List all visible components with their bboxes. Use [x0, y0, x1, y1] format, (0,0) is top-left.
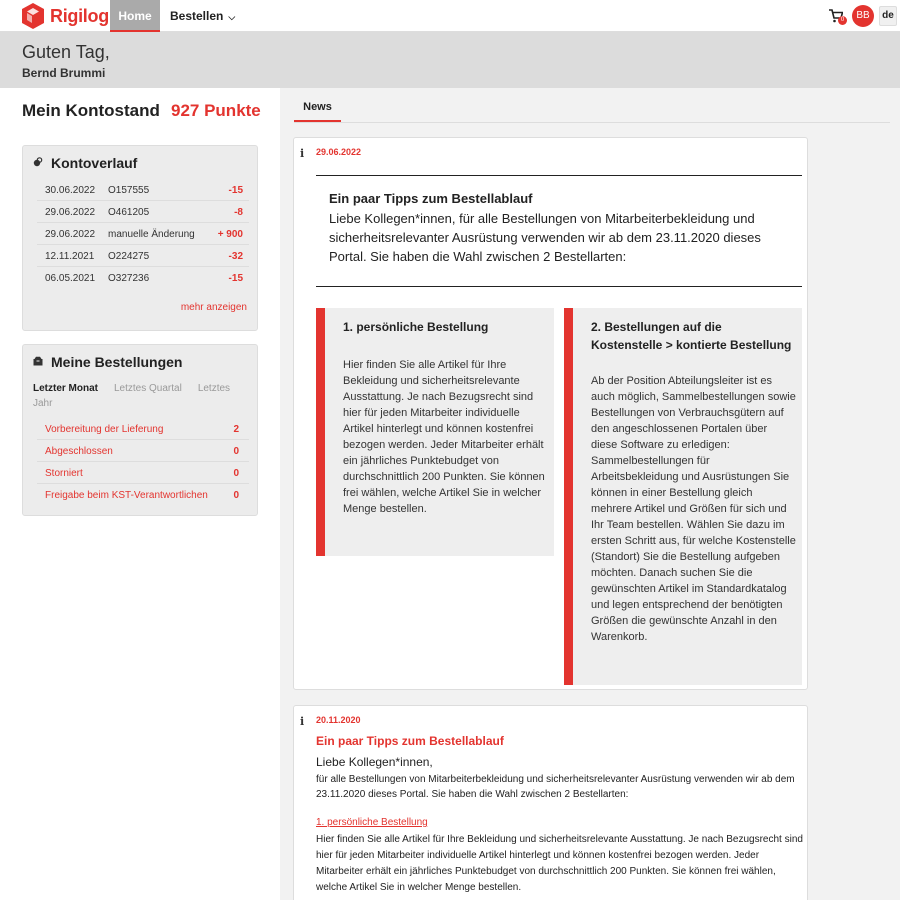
nav-bestellen[interactable] [170, 0, 235, 32]
history-row [37, 179, 249, 201]
order-status-row[interactable] [37, 484, 249, 506]
post-body: Hier finden Sie alle Artikel für Ihre Bekleidung und sicherheitsrelevante Ausstattung. Je nach Bezugsrecht sind hier für jeden Mitarbeiter individuelle Artikel hinterlegt und können kostenfrei bezogen werden. Jeder Mitarbeiter erhält ein jährliches Punktebudget von durchschnittlich 200 Punkten. Sie können frei wählen, welche Artikel Sie in welcher Menge bestellen. [316, 834, 803, 893]
order-status-label: Abgeschlossen [45, 446, 113, 457]
order-type-text: Ab der Position Abteilungsleiter ist es auch möglich, Sammelbestellungen sowie Bestellungen von Verbrauchsgütern auf den angeschlossenen Portalen über diese Software zu erledigen: Sammelbestellungen für Arbeitsbekleidung und Ausrüstungen Sie können in einer Bestellung gleich mehrere Artikel und Größen für sich und Ihr Team bestellen. Wählen Sie dazu im ersten Schritt aus, für welche Kostenstelle (Standort) Sie die Bestellung aufgeben möchten. Danach suchen Sie die gewünschten Artikel im Standardkatalog und legen entsprechend der benötigten Größen die gewünschte Anzahl in den Warenkorb. [591, 375, 796, 643]
cart-count-badge: 0 [838, 16, 847, 25]
history-date: 29.06.2022 [45, 229, 96, 240]
order-status-row[interactable] [37, 440, 249, 462]
tab-news[interactable]: News [294, 101, 341, 123]
history-text: manuelle Änderung [108, 229, 195, 240]
history-value: -8 [234, 207, 243, 218]
account-sidebar [0, 88, 280, 900]
history-date: 06.05.2021 [45, 273, 96, 284]
order-status-count: 0 [233, 468, 239, 479]
nav-bestellen-label: Bestellen [170, 9, 224, 23]
tab-last-quarter[interactable]: Letztes Quartal [114, 383, 182, 394]
history-value: + 900 [217, 229, 243, 240]
order-status-row[interactable] [37, 418, 249, 440]
order-type-text: Hier finden Sie alle Artikel für Ihre Bekleidung und sicherheitsrelevante Ausstattung. Je nach Bezugsrecht sind hier für jeden Mitarbeiter individuelle Artikel hinterlegt und können kostenfrei bezogen werden. Jeder Mitarbeiter erhält ein jährliches Punktebudget von durchschnittlich 200 Punkten. Sie können frei wählen, welche Artikel Sie in welcher Menge bestellen. [343, 359, 545, 515]
post-date: 20.11.2020 [316, 715, 361, 725]
period-tabs [33, 381, 248, 411]
orders-card [22, 344, 258, 516]
history-value: -15 [228, 273, 243, 284]
history-text: O461205 [108, 207, 150, 218]
orders-title: Meine Bestellungen [51, 354, 183, 370]
post-link[interactable]: 1. persönliche Bestellung [316, 817, 428, 828]
history-row [37, 245, 249, 267]
avatar[interactable]: BB [852, 5, 874, 27]
greeting-title: Guten Tag, [22, 42, 110, 62]
news-area [280, 88, 900, 900]
order-type-title: 2. Bestellungen auf die Kostenstelle > kontierte Bestellung [591, 320, 792, 352]
history-text: O157555 [108, 185, 150, 196]
post-intro: Liebe Kollegen*innen, für alle Bestellungen von Mitarbeiterbekleidung und sicherheitsrelevanter Ausrüstung verwenden wir ab dem 23.11.2020 dieses Portal. Sie haben die Wahl zwischen 2 Bestellarten: [329, 211, 761, 264]
brand-logo-icon[interactable] [22, 3, 44, 29]
account-history-title: Kontoverlauf [51, 155, 138, 171]
post-body: für alle Bestellungen von Mitarbeiterbekleidung und sicherheitsrelevanter Ausrüstung verwenden wir ab dem 23.11.2020 dieses Portal. Sie haben die Wahl zwischen 2 Bestellarten: [316, 774, 795, 800]
history-row [37, 201, 249, 223]
order-status-count: 0 [233, 446, 239, 457]
info-icon: i [300, 715, 305, 728]
order-type-title: 1. persönliche Bestellung [343, 320, 489, 334]
order-status-label: Vorbereitung der Lieferung [45, 424, 164, 435]
info-icon: i [300, 147, 305, 160]
brand-name[interactable]: Rigilog [50, 6, 109, 26]
tab-last-month[interactable]: Letzter Monat [33, 383, 98, 394]
history-text: O327236 [108, 273, 150, 284]
chevron-down-icon: ⌵ [228, 12, 236, 22]
box-icon [33, 356, 43, 366]
order-type-card-personal [316, 308, 554, 556]
top-navigation [0, 0, 900, 32]
order-status-count: 2 [233, 424, 239, 435]
coin-icon [33, 157, 43, 167]
order-status-count: 0 [233, 490, 239, 501]
post-greeting: Liebe Kollegen*innen, [316, 755, 433, 769]
account-history-card [22, 145, 258, 331]
order-type-card-costcenter [564, 308, 802, 685]
order-status-row[interactable] [37, 462, 249, 484]
account-points: 927 Punkte [171, 101, 261, 120]
nav-home[interactable]: Home [110, 0, 160, 32]
post-title[interactable]: Ein paar Tipps zum Bestellablauf [316, 734, 504, 748]
post-date: 29.06.2022 [316, 147, 362, 157]
divider [316, 175, 802, 176]
history-text: O224275 [108, 251, 150, 262]
history-value: -32 [228, 251, 243, 262]
history-date: 30.06.2022 [45, 185, 96, 196]
user-name: Bernd Brummi [22, 66, 106, 80]
greeting-banner [0, 32, 900, 88]
tab-divider [294, 122, 890, 123]
order-status-label: Freigabe beim KST-Verantwortlichen [45, 490, 208, 501]
order-status-label: Storniert [45, 468, 83, 479]
show-more-link[interactable]: mehr anzeigen [180, 302, 247, 313]
account-balance-title: Mein Kontostand [22, 101, 160, 120]
news-post [293, 137, 808, 690]
history-value: -15 [228, 185, 243, 196]
post-title: Ein paar Tipps zum Bestellablauf [329, 191, 533, 206]
history-date: 12.11.2021 [45, 251, 95, 262]
tab-last-year[interactable]: Letztes Jahr [33, 383, 231, 409]
history-row [37, 267, 249, 289]
language-switch[interactable]: de [879, 6, 897, 26]
divider [316, 286, 802, 287]
history-date: 29.06.2022 [45, 207, 96, 218]
news-post [293, 705, 808, 900]
history-row [37, 223, 249, 245]
